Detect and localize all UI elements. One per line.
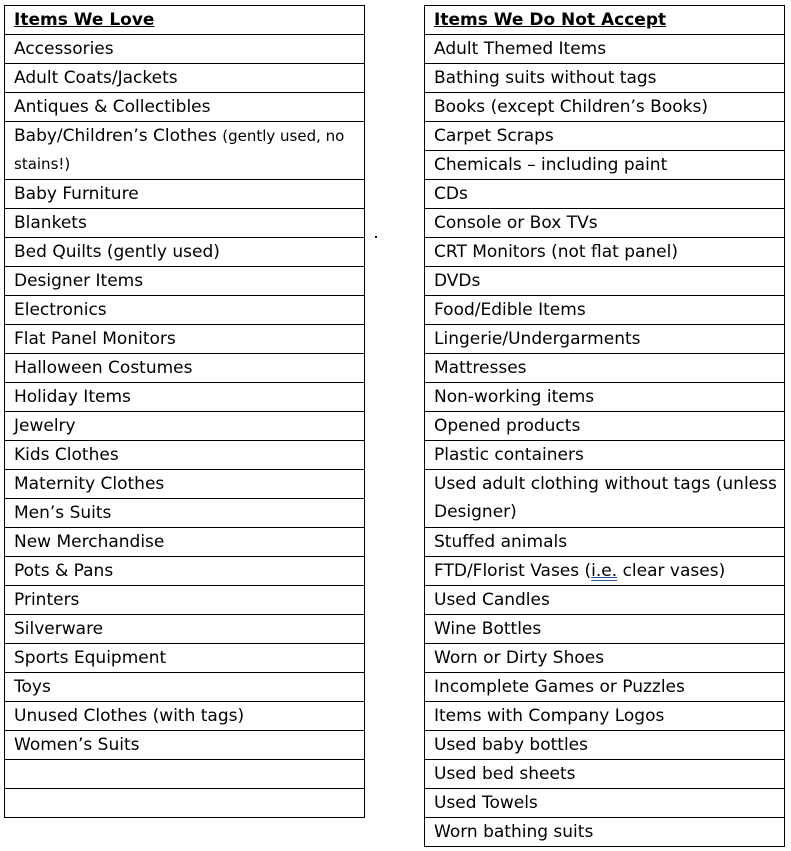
list-item: Carpet Scraps: [425, 122, 785, 151]
table-row: [5, 615, 365, 644]
list-item: CDs: [425, 180, 785, 209]
list-item: Incomplete Games or Puzzles: [425, 673, 785, 702]
items-we-love-table: [4, 5, 365, 818]
list-item: Holiday Items: [5, 383, 365, 412]
table-row: [5, 528, 365, 557]
list-item: Bed Quilts (gently used): [5, 238, 365, 267]
list-item: Men’s Suits: [5, 499, 365, 528]
list-item: Toys: [5, 673, 365, 702]
items-we-do-not-accept-table: [424, 5, 785, 847]
table-row: [5, 180, 365, 209]
table-row: [425, 760, 785, 789]
list-item: Used baby bottles: [425, 731, 785, 760]
table-row: [425, 702, 785, 731]
list-item: Used Candles: [425, 586, 785, 615]
table-row: [5, 644, 365, 673]
table-row: [425, 789, 785, 818]
table-row: [425, 470, 785, 528]
ftd-suffix: clear vases): [617, 561, 726, 581]
table-row: [5, 325, 365, 354]
table-row: [425, 325, 785, 354]
items-we-do-not-accept-header: Items We Do Not Accept: [425, 6, 785, 35]
list-item: Books (except Children’s Books): [425, 93, 785, 122]
list-item: Used Towels: [425, 789, 785, 818]
table-row: [5, 209, 365, 238]
list-item: Worn bathing suits: [425, 818, 785, 847]
list-item: Worn or Dirty Shoes: [425, 644, 785, 673]
stray-dot: [375, 236, 377, 238]
items-we-love-header: Items We Love: [5, 6, 365, 35]
table-row: [5, 557, 365, 586]
list-item: Electronics: [5, 296, 365, 325]
table-row: [5, 731, 365, 760]
list-item: Women’s Suits: [5, 731, 365, 760]
table-row: [5, 470, 365, 499]
list-item: [5, 122, 365, 180]
list-item: Designer Items: [5, 267, 365, 296]
list-item: Lingerie/Undergarments: [425, 325, 785, 354]
table-row: [5, 93, 365, 122]
list-item: Bathing suits without tags: [425, 64, 785, 93]
list-item: Used bed sheets: [425, 760, 785, 789]
table-row: [5, 412, 365, 441]
table-header-row: [5, 6, 365, 35]
table-row: [425, 528, 785, 557]
list-item: Blankets: [5, 209, 365, 238]
table-row: [425, 615, 785, 644]
table-row: [425, 122, 785, 151]
table-row: [425, 64, 785, 93]
list-item: Accessories: [5, 35, 365, 64]
list-item: Halloween Costumes: [5, 354, 365, 383]
baby-clothes-note: (gently used, no stains!): [14, 127, 345, 173]
ftd-prefix: FTD/Florist Vases (: [434, 561, 592, 581]
list-item: Chemicals – including paint: [425, 151, 785, 180]
list-item: Flat Panel Monitors: [5, 325, 365, 354]
list-item: Sports Equipment: [5, 644, 365, 673]
list-item: Antiques & Collectibles: [5, 93, 365, 122]
list-item: Stuffed animals: [425, 528, 785, 557]
table-row: [425, 441, 785, 470]
table-row: [425, 180, 785, 209]
table-row: [425, 267, 785, 296]
table-row: [425, 93, 785, 122]
list-item: CRT Monitors (not flat panel): [425, 238, 785, 267]
table-row: [425, 383, 785, 412]
table-row: [425, 673, 785, 702]
list-item: Plastic containers: [425, 441, 785, 470]
table-row: [5, 702, 365, 731]
table-row: [5, 296, 365, 325]
list-item: Food/Edible Items: [425, 296, 785, 325]
list-item: Baby Furniture: [5, 180, 365, 209]
empty-cell: [5, 760, 365, 789]
table-row: [425, 644, 785, 673]
empty-row: [5, 760, 365, 789]
list-item: Unused Clothes (with tags): [5, 702, 365, 731]
table-row: [425, 209, 785, 238]
list-item: Kids Clothes: [5, 441, 365, 470]
table-row: [425, 296, 785, 325]
table-row: [5, 64, 365, 93]
table-row: [425, 354, 785, 383]
table-row: [5, 383, 365, 412]
table-row: [5, 499, 365, 528]
table-row: [5, 267, 365, 296]
list-item: Jewelry: [5, 412, 365, 441]
list-item: New Merchandise: [5, 528, 365, 557]
list-item: Silverware: [5, 615, 365, 644]
list-item: Adult Themed Items: [425, 35, 785, 64]
list-item: Items with Company Logos: [425, 702, 785, 731]
empty-cell: [5, 789, 365, 818]
list-item: [425, 557, 785, 586]
list-item: Wine Bottles: [425, 615, 785, 644]
list-item: Adult Coats/Jackets: [5, 64, 365, 93]
list-item: Maternity Clothes: [5, 470, 365, 499]
table-row: [5, 35, 365, 64]
table-row: [425, 412, 785, 441]
table-row: [425, 557, 785, 586]
list-item: Printers: [5, 586, 365, 615]
table-row: [425, 151, 785, 180]
list-item: Pots & Pans: [5, 557, 365, 586]
list-item: Opened products: [425, 412, 785, 441]
empty-row: [5, 789, 365, 818]
table-row: [425, 238, 785, 267]
table-row: [5, 586, 365, 615]
table-row: [5, 238, 365, 267]
table-row: [5, 441, 365, 470]
table-row: [425, 731, 785, 760]
list-item: DVDs: [425, 267, 785, 296]
table-row: [5, 122, 365, 180]
list-item: Console or Box TVs: [425, 209, 785, 238]
table-row: [5, 354, 365, 383]
table-header-row: [425, 6, 785, 35]
table-row: [425, 818, 785, 847]
table-row: [5, 673, 365, 702]
ie-abbreviation: i.e.: [591, 561, 618, 581]
table-row: [425, 35, 785, 64]
table-row: [425, 586, 785, 615]
list-item: Non-working items: [425, 383, 785, 412]
baby-clothes-label: Baby/Children’s Clothes: [14, 126, 217, 146]
list-item: Used adult clothing without tags (unless Designer): [425, 470, 785, 528]
list-item: Mattresses: [425, 354, 785, 383]
